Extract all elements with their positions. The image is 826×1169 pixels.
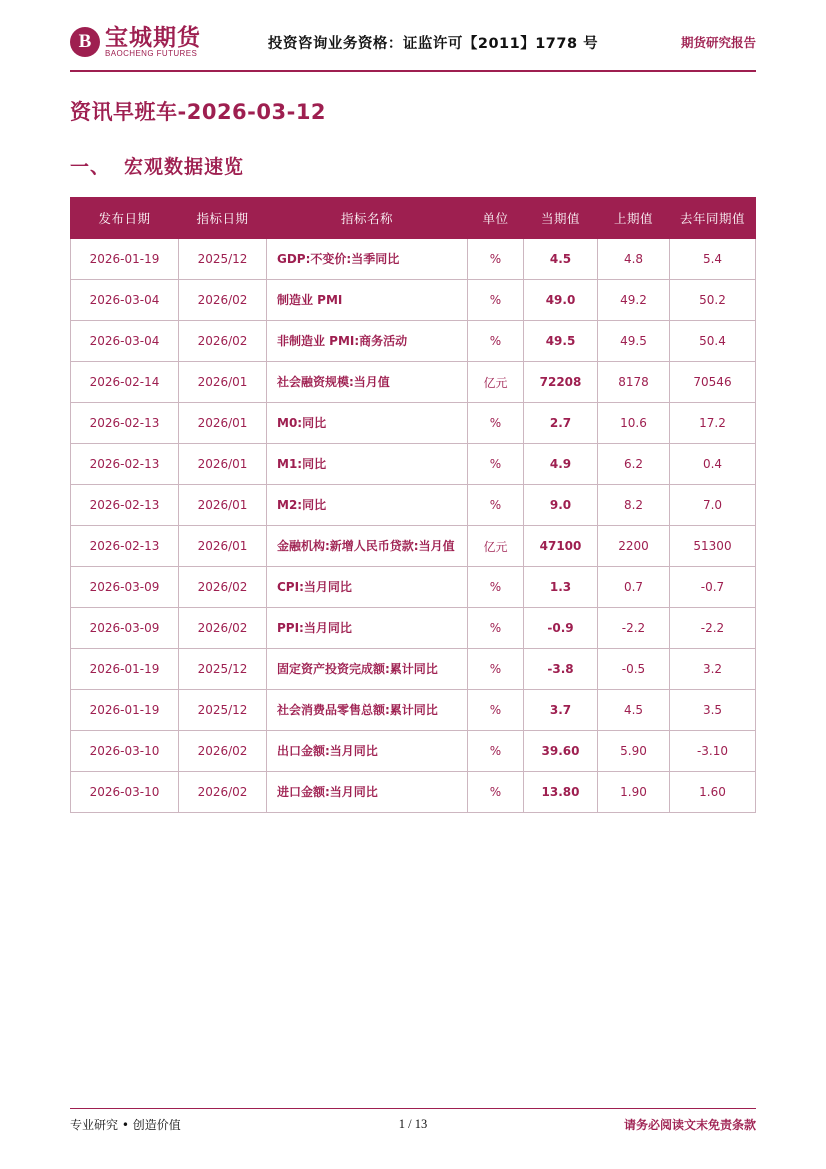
- table-row: [71, 362, 756, 403]
- cell-unit: %: [468, 690, 524, 731]
- table-row: [71, 485, 756, 526]
- cell-previous-value: 1.90: [598, 772, 670, 813]
- cell-indicator-date: 2026/01: [179, 485, 267, 526]
- cell-year-ago-value: 51300: [670, 526, 756, 567]
- table-row: [71, 321, 756, 362]
- cell-current-value: 49.0: [524, 280, 598, 321]
- cell-current-value: 9.0: [524, 485, 598, 526]
- cell-previous-value: 2200: [598, 526, 670, 567]
- cell-unit: %: [468, 321, 524, 362]
- cell-indicator-name: 社会融资规模:当月值: [267, 362, 468, 403]
- cell-release-date: 2026-01-19: [71, 690, 179, 731]
- column-header-unit: 单位: [468, 198, 524, 239]
- cell-current-value: 2.7: [524, 403, 598, 444]
- cell-release-date: 2026-03-09: [71, 567, 179, 608]
- cell-previous-value: 5.90: [598, 731, 670, 772]
- cell-release-date: 2026-02-13: [71, 526, 179, 567]
- cell-indicator-date: 2026/01: [179, 362, 267, 403]
- cell-indicator-date: 2025/12: [179, 649, 267, 690]
- cell-indicator-date: 2025/12: [179, 239, 267, 280]
- cell-previous-value: 6.2: [598, 444, 670, 485]
- cell-indicator-date: 2026/02: [179, 321, 267, 362]
- cell-previous-value: 49.5: [598, 321, 670, 362]
- cell-indicator-date: 2026/02: [179, 608, 267, 649]
- table-row: [71, 444, 756, 485]
- cell-unit: %: [468, 772, 524, 813]
- cell-current-value: 72208: [524, 362, 598, 403]
- cell-previous-value: 10.6: [598, 403, 670, 444]
- cell-indicator-date: 2026/02: [179, 567, 267, 608]
- table-row: [71, 690, 756, 731]
- cell-current-value: 39.60: [524, 731, 598, 772]
- column-header-indicator-name: 指标名称: [267, 198, 468, 239]
- table-row: [71, 280, 756, 321]
- cell-year-ago-value: -2.2: [670, 608, 756, 649]
- cell-current-value: 3.7: [524, 690, 598, 731]
- cell-unit: %: [468, 567, 524, 608]
- cell-release-date: 2026-03-10: [71, 772, 179, 813]
- cell-year-ago-value: 50.2: [670, 280, 756, 321]
- cell-current-value: -0.9: [524, 608, 598, 649]
- cell-indicator-name: 非制造业 PMI:商务活动: [267, 321, 468, 362]
- cell-year-ago-value: 7.0: [670, 485, 756, 526]
- cell-indicator-name: 社会消费品零售总额:累计同比: [267, 690, 468, 731]
- column-header-previous-value: 上期值: [598, 198, 670, 239]
- company-logo: [70, 26, 260, 59]
- cell-current-value: 1.3: [524, 567, 598, 608]
- logo-badge-icon: B: [70, 27, 100, 57]
- cell-unit: %: [468, 649, 524, 690]
- cell-indicator-name: M0:同比: [267, 403, 468, 444]
- cell-previous-value: 0.7: [598, 567, 670, 608]
- cell-unit: %: [468, 608, 524, 649]
- table-row: [71, 567, 756, 608]
- column-header-indicator-date: 指标日期: [179, 198, 267, 239]
- cell-release-date: 2026-02-14: [71, 362, 179, 403]
- cell-indicator-date: 2026/01: [179, 444, 267, 485]
- page-header: [70, 0, 756, 72]
- cell-previous-value: 49.2: [598, 280, 670, 321]
- column-header-year-ago-value: 去年同期值: [670, 198, 756, 239]
- cell-indicator-name: GDP:不变价:当季同比: [267, 239, 468, 280]
- cell-current-value: 4.5: [524, 239, 598, 280]
- cell-release-date: 2026-02-13: [71, 403, 179, 444]
- logo-name-cn: 宝城期货: [105, 24, 201, 51]
- table-row: [71, 608, 756, 649]
- cell-previous-value: 4.8: [598, 239, 670, 280]
- table-row: [71, 731, 756, 772]
- cell-year-ago-value: 5.4: [670, 239, 756, 280]
- cell-previous-value: 4.5: [598, 690, 670, 731]
- column-header-release-date: 发布日期: [71, 198, 179, 239]
- logo-text: [105, 26, 201, 59]
- logo-name-en: BAOCHENG FUTURES: [105, 48, 198, 58]
- cell-indicator-name: 制造业 PMI: [267, 280, 468, 321]
- section-label: 宏观数据速览: [124, 156, 245, 178]
- cell-release-date: 2026-03-04: [71, 280, 179, 321]
- cell-indicator-date: 2026/02: [179, 280, 267, 321]
- cell-unit: %: [468, 239, 524, 280]
- cell-current-value: 47100: [524, 526, 598, 567]
- cell-indicator-name: CPI:当月同比: [267, 567, 468, 608]
- cell-indicator-date: 2026/01: [179, 526, 267, 567]
- cell-current-value: -3.8: [524, 649, 598, 690]
- cell-unit: 亿元: [468, 526, 524, 567]
- license-text: 投资咨询业务资格：证监许可【2011】1778 号: [267, 35, 599, 52]
- cell-year-ago-value: 50.4: [670, 321, 756, 362]
- table-row: [71, 526, 756, 567]
- cell-previous-value: 8.2: [598, 485, 670, 526]
- table-row: [71, 772, 756, 813]
- cell-indicator-date: 2026/02: [179, 772, 267, 813]
- section-index: 一、: [70, 156, 111, 178]
- page-title: 资讯早班车-2026-03-12: [70, 100, 327, 124]
- cell-indicator-name: 金融机构:新增人民币贷款:当月值: [267, 526, 468, 567]
- cell-indicator-name: PPI:当月同比: [267, 608, 468, 649]
- cell-current-value: 4.9: [524, 444, 598, 485]
- cell-previous-value: -0.5: [598, 649, 670, 690]
- cell-previous-value: 8178: [598, 362, 670, 403]
- cell-unit: %: [468, 280, 524, 321]
- cell-indicator-name: 进口金额:当月同比: [267, 772, 468, 813]
- cell-year-ago-value: -3.10: [670, 731, 756, 772]
- report-type-label: 期货研究报告: [680, 35, 756, 50]
- cell-indicator-name: M1:同比: [267, 444, 468, 485]
- table-header-row: [71, 198, 756, 239]
- cell-year-ago-value: 17.2: [670, 403, 756, 444]
- table-row: [71, 403, 756, 444]
- table-body: [71, 239, 756, 813]
- cell-current-value: 49.5: [524, 321, 598, 362]
- cell-year-ago-value: 3.2: [670, 649, 756, 690]
- cell-indicator-name: M2:同比: [267, 485, 468, 526]
- cell-release-date: 2026-03-10: [71, 731, 179, 772]
- cell-unit: %: [468, 403, 524, 444]
- cell-indicator-date: 2026/02: [179, 731, 267, 772]
- footer-disclaimer: 请务必阅读文末免责条款: [624, 1118, 757, 1132]
- cell-indicator-name: 出口金额:当月同比: [267, 731, 468, 772]
- cell-unit: %: [468, 731, 524, 772]
- cell-previous-value: -2.2: [598, 608, 670, 649]
- cell-release-date: 2026-01-19: [71, 649, 179, 690]
- cell-year-ago-value: 70546: [670, 362, 756, 403]
- cell-release-date: 2026-02-13: [71, 444, 179, 485]
- cell-unit: %: [468, 444, 524, 485]
- cell-release-date: 2026-03-04: [71, 321, 179, 362]
- cell-indicator-date: 2025/12: [179, 690, 267, 731]
- cell-year-ago-value: 0.4: [670, 444, 756, 485]
- cell-release-date: 2026-01-19: [71, 239, 179, 280]
- macro-data-table: [70, 197, 756, 813]
- footer-slogan: 专业研究 • 创造价值: [70, 1118, 181, 1132]
- column-header-current-value: 当期值: [524, 198, 598, 239]
- cell-unit: %: [468, 485, 524, 526]
- cell-release-date: 2026-03-09: [71, 608, 179, 649]
- cell-year-ago-value: 1.60: [670, 772, 756, 813]
- cell-current-value: 13.80: [524, 772, 598, 813]
- cell-indicator-name: 固定资产投资完成额:累计同比: [267, 649, 468, 690]
- cell-release-date: 2026-02-13: [71, 485, 179, 526]
- cell-indicator-date: 2026/01: [179, 403, 267, 444]
- cell-unit: 亿元: [468, 362, 524, 403]
- cell-year-ago-value: 3.5: [670, 690, 756, 731]
- table-row: [71, 239, 756, 280]
- page-footer: [70, 1108, 756, 1133]
- page-number: 1 / 13: [398, 1117, 428, 1131]
- section-heading: [70, 152, 756, 179]
- cell-year-ago-value: -0.7: [670, 567, 756, 608]
- table-row: [71, 649, 756, 690]
